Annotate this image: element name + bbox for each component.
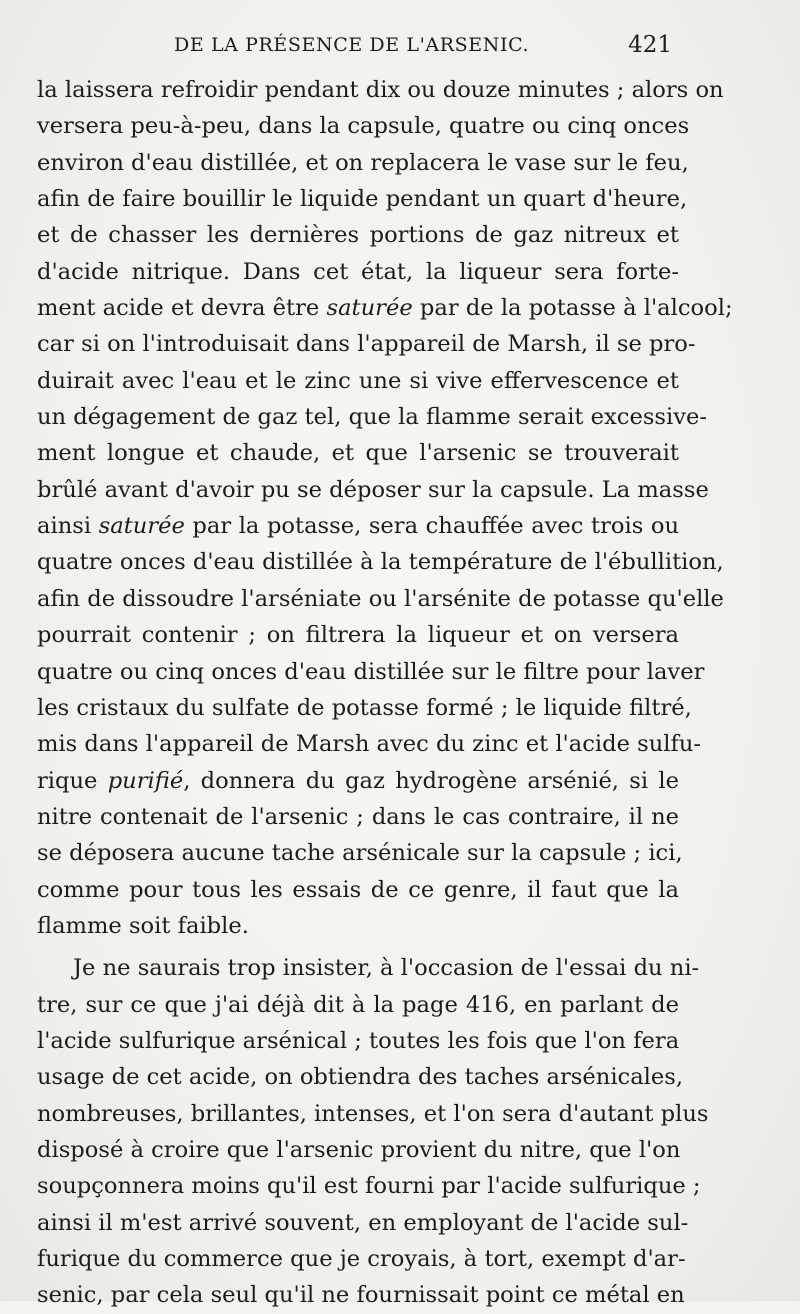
text-line: et de chasser les dernières portions de gaz nitreux et	[37, 222, 679, 249]
paragraph-2	[37, 950, 709, 1313]
text-line: un dégagement de gaz tel, que la flamme serait excessive-	[37, 404, 708, 431]
text-line: Je ne saurais trop insister, à l'occasion de l'essai du ni-	[73, 955, 700, 982]
text-line: ainsi il m'est arrivé souvent, en employant de l'acide sul-	[37, 1209, 689, 1236]
emphasized-word: purifié	[107, 767, 184, 794]
text-line: quatre ou cinq onces d'eau distillée sur le filtre pour laver	[37, 658, 705, 685]
text-line: duirait avec l'eau et le zinc une si vive effervescence et	[37, 367, 679, 394]
page-number: 421	[628, 32, 672, 58]
text-line: l'acide sulfurique arsénical ; toutes les fois que l'on fera	[37, 1027, 680, 1054]
text-line: environ d'eau distillée, et on replacera le vase sur le feu,	[37, 149, 689, 176]
text-line: comme pour tous les essais de ce genre, il faut que la	[37, 876, 679, 903]
text-line: afin de faire bouillir le liquide pendant un quart d'heure,	[37, 186, 688, 213]
text-line: se déposera aucune tache arsénicale sur la capsule ; ici,	[37, 840, 683, 867]
text-line: flamme soit faible.	[37, 912, 249, 939]
text-line: brûlé avant d'avoir pu se déposer sur la capsule. La masse	[37, 476, 709, 503]
text-line: quatre onces d'eau distillée à la température de l'ébullition,	[37, 549, 724, 576]
text-line: rique purifié, donnera du gaz hydrogène arsénié, si le	[37, 767, 679, 794]
text-line: ainsi saturée par la potasse, sera chauffée avec trois ou	[37, 513, 679, 540]
emphasized-word: saturée	[98, 513, 185, 540]
running-title: DE LA PRÉSENCE DE L'ARSENIC.	[174, 34, 530, 56]
text-line: disposé à croire que l'arsenic provient du nitre, que l'on	[37, 1136, 681, 1163]
text-line: les cristaux du sulfate de potasse formé ; le liquide filtré,	[37, 694, 692, 721]
text-line: usage de cet acide, on obtiendra des taches arsénicales,	[37, 1064, 684, 1091]
text-line: nombreuses, brillantes, intenses, et l'on sera d'autant plus	[37, 1100, 709, 1127]
text-line: car si on l'introduisait dans l'appareil de Marsh, il se pro-	[37, 331, 696, 358]
text-line: senic, par cela seul qu'il ne fournissait point ce métal en	[37, 1282, 685, 1309]
text-line: d'acide nitrique. Dans cet état, la liqueur sera forte-	[37, 258, 679, 285]
text-line: versera peu-à-peu, dans la capsule, quatre ou cinq onces	[37, 113, 690, 140]
text-line: tre, sur ce que j'ai déjà dit à la page 416, en parlant de	[37, 991, 679, 1018]
text-line: furique du commerce que je croyais, à tort, exempt d'ar-	[37, 1246, 686, 1272]
text-line: mis dans l'appareil de Marsh avec du zinc et l'acide sulfu-	[37, 731, 702, 758]
text-line: afin de dissoudre l'arséniate ou l'arsénite de potasse qu'elle	[37, 585, 724, 612]
text-line: nitre contenait de l'arsenic ; dans le cas contraire, il ne	[37, 803, 679, 830]
text-line: ment longue et chaude, et que l'arsenic se trouverait	[37, 440, 679, 467]
body-text	[37, 72, 733, 1314]
text-line: la laissera refroidir pendant dix ou douze minutes ; alors on	[37, 77, 724, 103]
text-line: ment acide et devra être saturée par de la potasse à l'alcool;	[37, 295, 733, 322]
paragraph-1	[37, 72, 733, 944]
emphasized-word: saturée	[326, 295, 413, 322]
text-line: pourrait contenir ; on filtrera la liqueur et on versera	[37, 622, 679, 649]
text-line: soupçonnera moins qu'il est fourni par l'acide sulfurique ;	[37, 1173, 701, 1200]
running-head	[36, 34, 672, 64]
